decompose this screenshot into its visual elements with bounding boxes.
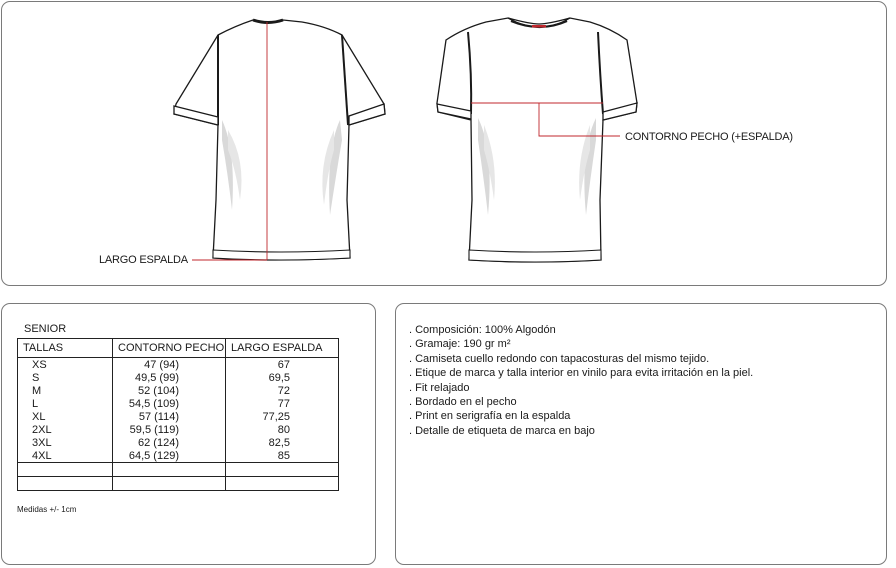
size-cell: M [18, 384, 113, 397]
specification-list [409, 323, 753, 438]
header-back-length: LARGO ESPALDA [226, 339, 339, 358]
spec-fit: . Fit relajado [409, 381, 470, 394]
tshirt-back-view [174, 20, 385, 260]
size-cell: L [18, 397, 113, 410]
chest-cell: 62 (124) [113, 436, 226, 449]
size-cell: 4XL [18, 449, 113, 463]
table-row [18, 371, 339, 384]
size-table-header [18, 339, 339, 358]
table-row [18, 358, 339, 372]
table-row [18, 397, 339, 410]
spec-label: . Etique de marca y talla interior en vinilo para evita irritación en la piel. [409, 367, 754, 380]
back-length-cell: 69,5 [226, 371, 339, 384]
chest-cell: 64,5 (129) [113, 449, 226, 463]
header-sizes: TALLAS [18, 339, 113, 358]
back-length-cell: 85 [226, 449, 339, 463]
back-length-cell: 80 [226, 423, 339, 436]
chest-cell: 52 (104) [113, 384, 226, 397]
spec-hem-label: . Detalle de etiqueta de marca en bajo [409, 424, 595, 437]
size-cell: 2XL [18, 423, 113, 436]
chest-cell: 59,5 (119) [113, 423, 226, 436]
chest-measure-label: CONTORNO PECHO (+ESPALDA) [625, 131, 793, 143]
back-length-cell: 77 [226, 397, 339, 410]
chest-cell: 57 (114) [113, 410, 226, 423]
back-length-cell: 77,25 [226, 410, 339, 423]
table-row [18, 449, 339, 463]
tshirt-front-view [437, 18, 637, 262]
empty-row [18, 463, 339, 477]
spec-print: . Print en serigrafía en la espalda [409, 410, 571, 423]
table-row [18, 384, 339, 397]
table-row [18, 410, 339, 423]
size-category-title: SENIOR [24, 323, 67, 335]
chest-cell: 49,5 (99) [113, 371, 226, 384]
spec-embroidery: . Bordado en el pecho [409, 396, 517, 409]
size-table [17, 338, 339, 491]
spec-neck: . Camiseta cuello redondo con tapacosturas del mismo tejido. [409, 352, 710, 365]
empty-row [18, 477, 339, 491]
chest-cell: 47 (94) [113, 358, 226, 372]
back-length-cell: 72 [226, 384, 339, 397]
back-length-label: LARGO ESPALDA [99, 254, 188, 266]
spec-weight: . Gramaje: 190 gr m² [409, 338, 511, 351]
spec-composition: . Composición: 100% Algodón [409, 324, 556, 336]
table-row [18, 436, 339, 449]
size-cell: 3XL [18, 436, 113, 449]
size-cell: XS [18, 358, 113, 372]
table-row [18, 423, 339, 436]
header-chest: CONTORNO PECHO [113, 339, 226, 358]
back-length-cell: 82,5 [226, 436, 339, 449]
size-cell: XL [18, 410, 113, 423]
back-length-cell: 67 [226, 358, 339, 372]
measurement-tolerance-note: Medidas +/- 1cm [17, 505, 77, 514]
chest-cell: 54,5 (109) [113, 397, 226, 410]
size-cell: S [18, 371, 113, 384]
